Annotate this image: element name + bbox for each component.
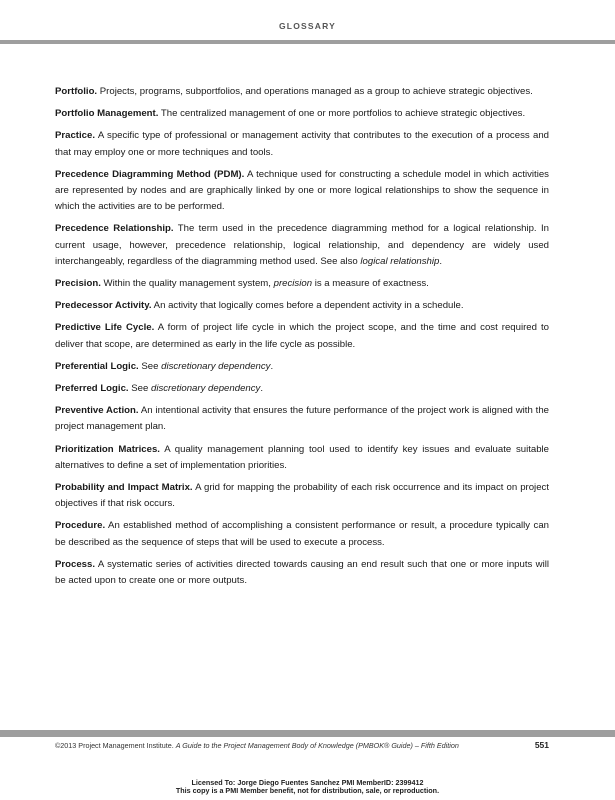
definition-text: A technique used for constructing a schedule model in which activities are represented by nodes and are graphically linked by one or more logical relationships to show the sequence in which the activities are to be performed. [55, 168, 549, 213]
glossary-term: Preventive Action. [55, 405, 139, 417]
definition-text: . [439, 255, 443, 267]
glossary-term: Preferred Logic. [55, 383, 129, 395]
definition-text: A form of project life cycle in which the project scope, and the time and cost required to deliver that scope, are determined as early in the life cycle as possible. [55, 322, 550, 350]
copyright-prefix: ©2013 Project Management Institute. [55, 741, 176, 750]
footer-rule [0, 730, 615, 737]
definition-text: An activity that logically comes before a dependent activity in a schedule. [153, 300, 464, 312]
cross-reference: logical relationship [360, 255, 440, 267]
glossary-term: Procedure. [55, 520, 106, 532]
definition-text: Projects, programs, subportfolios, and operations managed as a group to achieve strategic objectives. [99, 86, 533, 97]
glossary-definition [141, 361, 273, 372]
definition-text: is a measure of exactness. [312, 278, 429, 290]
header-rule [0, 40, 615, 44]
glossary-term: Precision. [55, 278, 101, 290]
license-line-2: This copy is a PMI Member benefit, not for distribution, sale, or reproduction. [175, 786, 440, 795]
glossary-entry [55, 298, 549, 314]
glossary-entry [55, 518, 549, 550]
glossary-term: Precedence Relationship. [55, 223, 174, 235]
definition-text: . [270, 360, 274, 372]
glossary-term: Precedence Diagramming Method (PDM). [55, 168, 245, 180]
definition-text: A quality management planning tool used to identify key issues and evaluate suitable alternatives to define a set of implementation priorities. [55, 443, 550, 471]
glossary-definition [131, 383, 263, 394]
glossary-term: Predecessor Activity. [55, 300, 152, 312]
glossary-entry [55, 359, 549, 375]
definition-text: A systematic series of activities directed towards causing an end result such that one or more inputs will be acted upon to create one or more outputs. [55, 558, 549, 587]
running-header-title: GLOSSARY [279, 21, 336, 31]
definition-text: The centralized management of one or more portfolios to achieve strategic objectives. [160, 108, 526, 120]
cross-reference: discretionary dependency [151, 383, 261, 395]
glossary-term: Portfolio Management. [55, 108, 159, 120]
cross-reference: precision [273, 278, 313, 290]
definition-text: . [260, 383, 264, 395]
glossary-entry [55, 320, 549, 352]
glossary-term: Practice. [55, 130, 96, 142]
glossary-definition [100, 86, 533, 97]
glossary-term: Probability and Impact Matrix. [55, 482, 193, 494]
glossary-entry [55, 442, 549, 474]
glossary-term: Process. [55, 558, 96, 570]
glossary-entry [55, 128, 549, 160]
license-notice [0, 779, 615, 795]
definition-text: An intentional activity that ensures the future performance of the project work is aligned with the project management plan. [55, 405, 549, 433]
glossary-entry [55, 167, 549, 216]
glossary-definition [161, 108, 525, 119]
definition-text: See [141, 360, 162, 372]
definition-text: A specific type of professional or management activity that contributes to the execution of a process and that may employ one or more techniques and tools. [55, 130, 549, 158]
definition-text: A grid for mapping the probability of each risk occurrence and its impact on project objectives if that risk occurs. [55, 482, 549, 510]
license-line-1: Licensed To: Jorge Diego Fuentes Sanchez PMI MemberID: 2399412 [191, 778, 424, 787]
glossary-definition [55, 130, 549, 157]
glossary-term: Predictive Life Cycle. [55, 322, 155, 334]
glossary-definition [154, 300, 464, 311]
glossary-definition [55, 559, 549, 586]
glossary-entry [55, 106, 549, 122]
glossary-entry [55, 84, 549, 100]
glossary-term: Preferential Logic. [55, 360, 139, 372]
definition-text: The term used in the precedence diagramming method for a logical relationship. In current usage, however, precedence relationship, logical relationship, and dependency are widely used interchangeably, regardless of the diagramming method used. See also [55, 223, 549, 267]
footer-copyright [55, 741, 459, 750]
cross-reference: discretionary dependency [161, 360, 271, 372]
glossary-term: Portfolio. [55, 86, 98, 97]
page-number: 551 [534, 740, 549, 750]
definition-text: An established method of accomplishing a consistent performance or result, a procedure typically can be described as the sequence of steps that will be used to execute a process. [55, 520, 549, 548]
glossary-entry [55, 480, 549, 512]
glossary-definition [104, 278, 429, 289]
definition-text: Within the quality management system, [103, 278, 274, 290]
glossary-entry [55, 221, 549, 270]
glossary-definition [55, 520, 549, 547]
glossary-entry [55, 276, 549, 292]
glossary-list [55, 84, 549, 595]
glossary-entry [55, 403, 549, 435]
glossary-term: Prioritization Matrices. [55, 443, 160, 455]
glossary-entry [55, 557, 549, 589]
copyright-book-title: A Guide to the Project Management Body of Knowledge (PMBOK® Guide) – Fifth Edition [175, 741, 459, 750]
definition-text: See [131, 383, 151, 395]
glossary-entry [55, 381, 549, 397]
